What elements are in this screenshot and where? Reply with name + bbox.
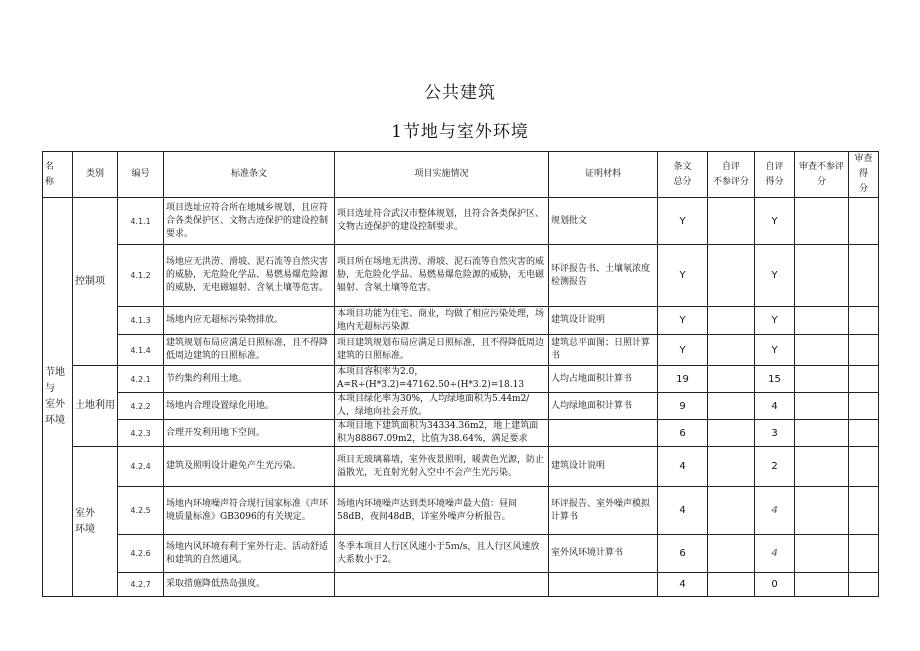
table-row xyxy=(43,487,879,535)
row-self-score: 2 xyxy=(755,447,795,487)
row-standard: 场地内环境噪声符合现行国家标准《声环境质量标准》GB3096的有关规定。 xyxy=(164,487,335,535)
row-implementation: 本项目绿化率为30%，人均绿地面积为5.44m2/人，绿地向社会开放。 xyxy=(335,393,549,420)
row-evidence: 室外风环境计算书 xyxy=(549,535,658,573)
row-self-na xyxy=(708,245,755,307)
row-self-score: Y xyxy=(755,198,795,245)
row-self-na xyxy=(708,307,755,335)
row-implementation: 项目无玻璃幕墙，室外夜景照明，暖黄色光源，防止溢散光，无直射光射入空中不会产生光污染。 xyxy=(335,447,549,487)
row-review-na xyxy=(795,307,849,335)
row-review-na xyxy=(795,335,849,366)
row-code: 4.2.7 xyxy=(118,573,164,597)
table-row xyxy=(43,307,879,335)
row-review-score xyxy=(849,535,879,573)
table-row xyxy=(43,393,879,420)
row-evidence: 人均绿地面积计算书 xyxy=(549,393,658,420)
header-name: 名 称 xyxy=(43,152,73,198)
row-standard: 建筑及照明设计避免产生光污染。 xyxy=(164,447,335,487)
row-review-score xyxy=(849,393,879,420)
row-implementation: 本项目地下建筑面积为34334.36m2，地上建筑面积为88867.09m2，比值为38.64%，满足要求 xyxy=(335,420,549,447)
row-total: 4 xyxy=(658,573,708,597)
section-label: 节地与 室外 环境 xyxy=(43,198,73,597)
row-standard: 采取措施降低热岛强度。 xyxy=(164,573,335,597)
row-standard: 场地应无洪涝、滑坡、泥石流等自然灾害的威胁，无危险化学品、易燃易爆危险源的威胁，无电磁辐射、含氡土壤等危害。 xyxy=(164,245,335,307)
row-implementation: 本项目功能为住宅、商业，均做了相应污染处理，场地内无超标污染源 xyxy=(335,307,549,335)
row-code: 4.2.6 xyxy=(118,535,164,573)
row-standard: 项目选址应符合所在地城乡规划，且应符合各类保护区、文物古迹保护的建设控制要求。 xyxy=(164,198,335,245)
row-code: 4.1.3 xyxy=(118,307,164,335)
row-total: 9 xyxy=(658,393,708,420)
row-self-na xyxy=(708,535,755,573)
table-row xyxy=(43,447,879,487)
row-implementation: 项目所在场地无洪涝、滑坡、泥石流等自然灾害的威胁，无危险化学品、易燃易爆危险源的威胁，无电磁辐射、含氡土壤等危害。 xyxy=(335,245,549,307)
row-standard: 场地内合理设置绿化用地。 xyxy=(164,393,335,420)
row-code: 4.2.4 xyxy=(118,447,164,487)
row-evidence: 建筑设计说明 xyxy=(549,447,658,487)
row-total: Y xyxy=(658,307,708,335)
row-review-score xyxy=(849,420,879,447)
row-total: Y xyxy=(658,198,708,245)
row-self-na xyxy=(708,335,755,366)
header-category: 类别 xyxy=(73,152,118,198)
row-standard: 场地内风环境有利于室外行走、活动舒适和建筑的自然通风。 xyxy=(164,535,335,573)
row-total: 6 xyxy=(658,535,708,573)
row-review-na xyxy=(795,198,849,245)
table-row xyxy=(43,573,879,597)
row-code: 4.1.4 xyxy=(118,335,164,366)
header-standard: 标准条文 xyxy=(164,152,335,198)
row-review-score xyxy=(849,198,879,245)
header-self-na: 自评 不参评分 xyxy=(708,152,755,198)
page-title: 公共建筑 xyxy=(424,83,496,103)
category-control: 控制项 xyxy=(73,198,118,366)
row-code: 4.2.1 xyxy=(118,366,164,393)
header-review-score: 审查得 分 xyxy=(849,152,879,198)
row-total: Y xyxy=(658,335,708,366)
row-self-na xyxy=(708,487,755,535)
row-total: 4 xyxy=(658,447,708,487)
header-code: 编号 xyxy=(118,152,164,198)
row-self-score: 4 xyxy=(755,393,795,420)
row-evidence: 人均占地面积计算书 xyxy=(549,366,658,393)
row-review-na xyxy=(795,487,849,535)
row-evidence: 规划批文 xyxy=(549,198,658,245)
row-code: 4.2.3 xyxy=(118,420,164,447)
row-review-score xyxy=(849,447,879,487)
row-standard: 节约集约利用土地。 xyxy=(164,366,335,393)
row-self-score: Y xyxy=(755,245,795,307)
row-total: 19 xyxy=(658,366,708,393)
row-self-score: 3 xyxy=(755,420,795,447)
section-title: 1节地与室外环境 xyxy=(391,122,529,142)
row-evidence: 建筑设计说明 xyxy=(549,307,658,335)
row-self-na xyxy=(708,573,755,597)
row-code: 4.2.2 xyxy=(118,393,164,420)
header-review-na: 审查不参评 分 xyxy=(795,152,849,198)
table-row xyxy=(43,420,879,447)
row-implementation: 场地内环境噪声达到类环境噪声最大值：昼间58dB，夜间48dB，详室外噪声分析报告。 xyxy=(335,487,549,535)
row-review-na xyxy=(795,366,849,393)
row-review-score xyxy=(849,307,879,335)
table-row xyxy=(43,366,879,393)
row-review-na xyxy=(795,573,849,597)
row-self-na xyxy=(708,198,755,245)
row-implementation: 本项目容积率为2.0，A=R÷(H*3.2)=47162.50÷(H*3.2)=18.13 xyxy=(335,366,549,393)
row-review-na xyxy=(795,535,849,573)
row-review-score xyxy=(849,573,879,597)
header-implementation: 项目实施情况 xyxy=(335,152,549,198)
row-evidence: 建筑总平面图；日照计算书 xyxy=(549,335,658,366)
row-self-score: Y xyxy=(755,307,795,335)
row-self-na xyxy=(708,420,755,447)
row-review-score xyxy=(849,366,879,393)
table-row xyxy=(43,245,879,307)
row-review-score xyxy=(849,245,879,307)
row-self-score: Y xyxy=(755,335,795,366)
row-total: 6 xyxy=(658,420,708,447)
row-review-score xyxy=(849,487,879,535)
row-total: 4 xyxy=(658,487,708,535)
row-evidence xyxy=(549,420,658,447)
table-row xyxy=(43,335,879,366)
category-land-use: 土地利用 xyxy=(73,366,118,447)
row-self-score: 15 xyxy=(755,366,795,393)
category-outdoor-env: 室外 环境 xyxy=(73,447,118,597)
row-implementation: 冬季本项目人行区风速小于5ｍ/s，且人行区风速放大系数小于2。 xyxy=(335,535,549,573)
row-total: Y xyxy=(658,245,708,307)
row-implementation: 项目选址符合武汉市整体规划，且符合各类保护区、文物古迹保护的建设控制要求。 xyxy=(335,198,549,245)
row-review-score xyxy=(849,335,879,366)
assessment-table xyxy=(42,151,879,597)
header-self-score: 自评 得分 xyxy=(755,152,795,198)
row-implementation: 项目建筑规划布局应满足日照标准，且不得降低周边建筑的日照标准。 xyxy=(335,335,549,366)
header-total: 条文 总分 xyxy=(658,152,708,198)
row-implementation xyxy=(335,573,549,597)
row-review-na xyxy=(795,447,849,487)
row-review-na xyxy=(795,245,849,307)
row-code: 4.2.5 xyxy=(118,487,164,535)
row-evidence: 环评报告书、土壤氡浓度检测报告 xyxy=(549,245,658,307)
row-self-score: 4 xyxy=(755,535,795,573)
row-self-na xyxy=(708,447,755,487)
table-row xyxy=(43,535,879,573)
row-review-na xyxy=(795,393,849,420)
row-standard: 建筑规划布局应满足日照标准，且不得降低周边建筑的日照标准。 xyxy=(164,335,335,366)
row-self-na xyxy=(708,393,755,420)
row-self-score: 0 xyxy=(755,573,795,597)
header-evidence: 证明材料 xyxy=(549,152,658,198)
table-header-row xyxy=(43,152,879,198)
row-evidence: 环评报告、室外噪声模拟计算书 xyxy=(549,487,658,535)
row-code: 4.1.1 xyxy=(118,198,164,245)
row-self-score: 4 xyxy=(755,487,795,535)
row-evidence xyxy=(549,573,658,597)
row-code: 4.1.2 xyxy=(118,245,164,307)
table-row xyxy=(43,198,879,245)
row-standard: 场地内应无超标污染物排放。 xyxy=(164,307,335,335)
row-review-na xyxy=(795,420,849,447)
row-standard: 合理开发利用地下空间。 xyxy=(164,420,335,447)
row-self-na xyxy=(708,366,755,393)
